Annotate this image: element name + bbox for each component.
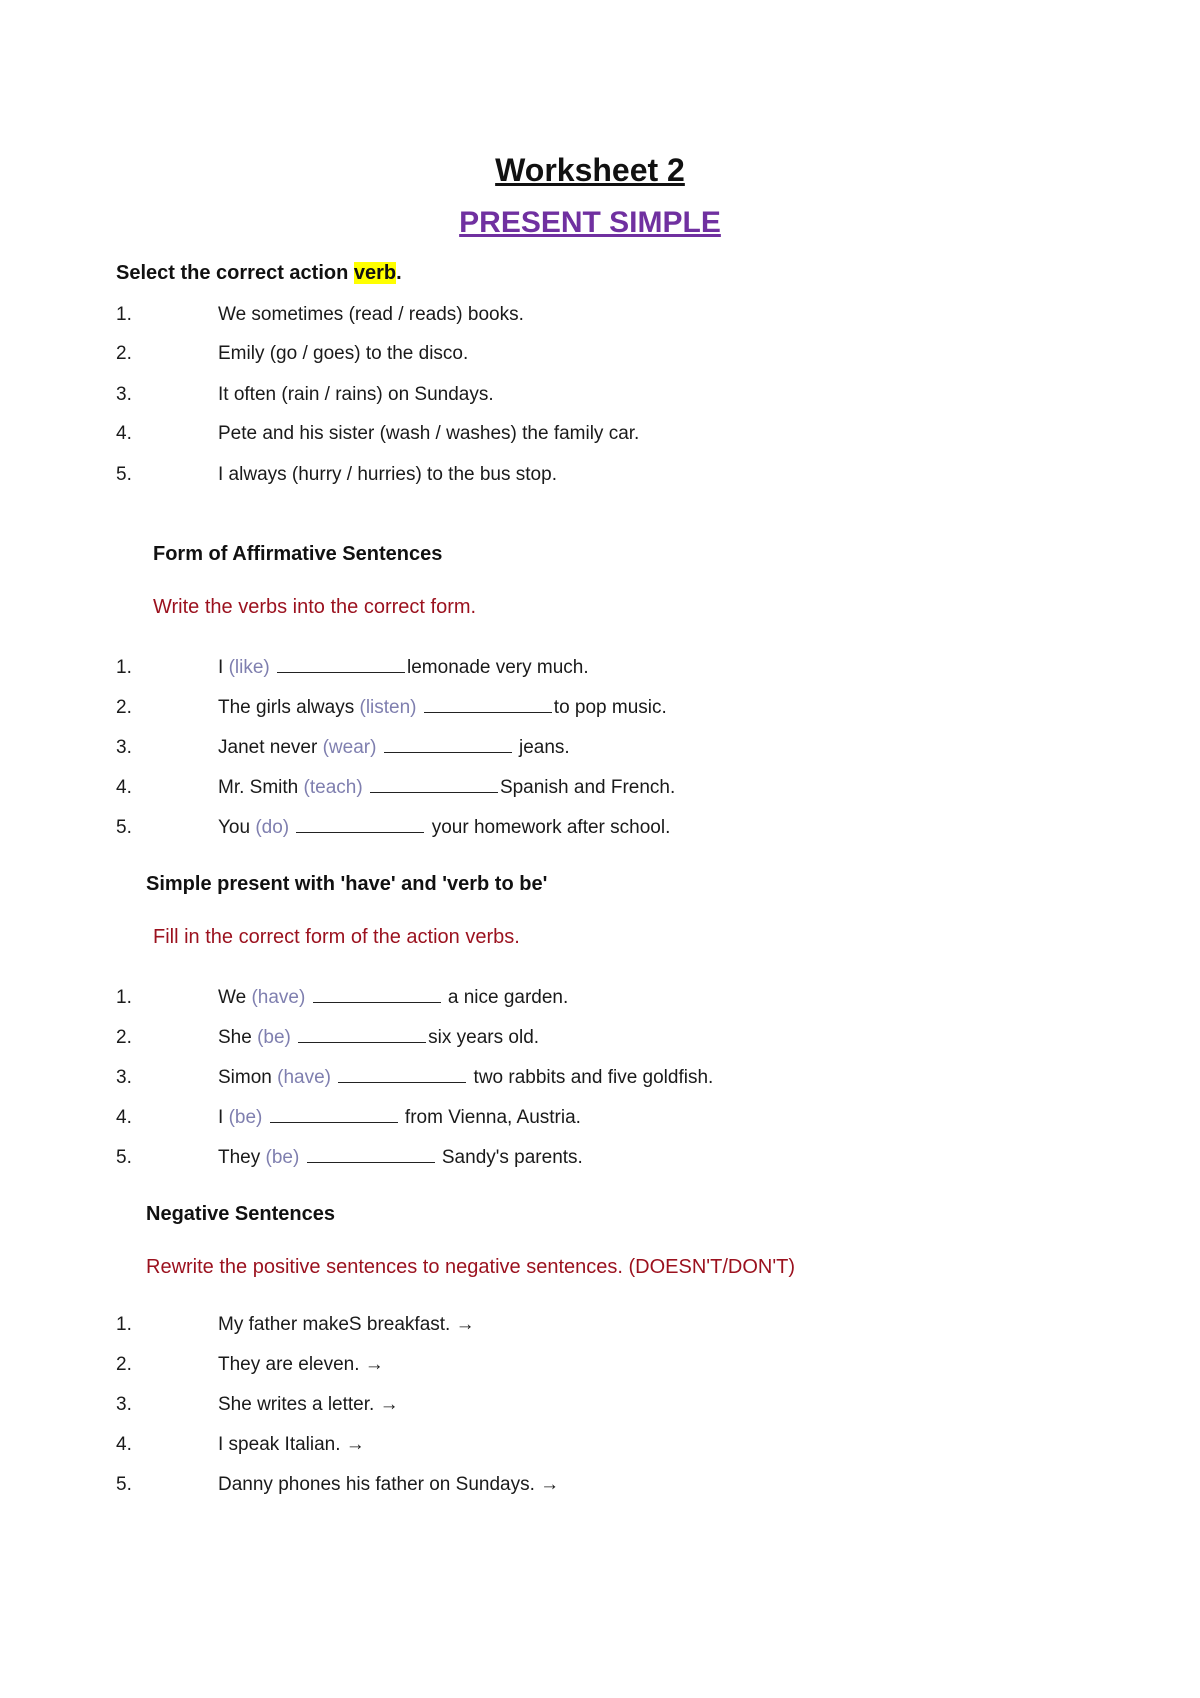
answer-blank[interactable] — [370, 774, 498, 793]
section1-item — [116, 464, 557, 486]
item-text-end: six years old. — [428, 1027, 540, 1048]
section3-item — [116, 984, 568, 1009]
section3-item — [116, 1144, 583, 1169]
item-number: 2. — [116, 697, 132, 718]
item-text-end: your homework after school. — [426, 817, 671, 838]
item-gap — [289, 817, 294, 838]
item-text-end: two rabbits and five goldfish. — [468, 1067, 714, 1088]
item-number: 2. — [116, 343, 132, 364]
item-text: I always (hurry / hurries) to the bus stop. — [218, 464, 557, 485]
verb-hint: (have) — [277, 1067, 331, 1088]
item-text: You — [218, 817, 256, 838]
item-gap — [305, 987, 310, 1008]
section1-item — [116, 304, 524, 326]
section2-item — [116, 774, 675, 799]
section4-heading: Negative Sentences — [146, 1203, 335, 1225]
section1-item — [116, 384, 494, 406]
answer-blank[interactable] — [384, 734, 512, 753]
item-text: They are eleven. → — [218, 1354, 384, 1375]
verb-hint: (wear) — [322, 737, 377, 758]
answer-blank[interactable] — [424, 694, 552, 713]
section4-item — [116, 1354, 384, 1376]
section2-heading: Form of Affirmative Sentences — [153, 543, 443, 565]
answer-blank[interactable] — [277, 654, 405, 673]
item-text: They — [218, 1147, 266, 1168]
section4-item — [116, 1474, 559, 1496]
item-text: It often (rain / rains) on Sundays. — [218, 384, 494, 405]
item-number: 4. — [116, 1107, 132, 1128]
verb-hint: (be) — [228, 1107, 263, 1128]
item-text: Danny phones his father on Sundays. → — [218, 1474, 560, 1495]
item-text: Emily (go / goes) to the disco. — [218, 343, 469, 364]
item-number: 3. — [116, 1067, 132, 1088]
item-text: Janet never — [218, 737, 323, 758]
item-text-end: jeans. — [513, 737, 570, 758]
section3-heading: Simple present with 'have' and 'verb to be' — [146, 873, 548, 895]
item-gap — [270, 657, 275, 678]
verb-hint: (like) — [228, 657, 270, 678]
item-number: 2. — [116, 1354, 132, 1375]
item-number: 4. — [116, 1434, 132, 1455]
section4-item — [116, 1394, 399, 1416]
item-gap — [417, 697, 422, 718]
section3-item — [116, 1104, 581, 1129]
verb-hint: (teach) — [303, 777, 363, 798]
item-text: I — [218, 1107, 229, 1128]
verb-hint: (be) — [265, 1147, 300, 1168]
item-text: I speak Italian. → — [218, 1434, 365, 1455]
item-number: 5. — [116, 464, 132, 485]
item-text-end: to pop music. — [553, 697, 667, 718]
item-text: Simon — [218, 1067, 278, 1088]
item-text-end: Spanish and French. — [499, 777, 676, 798]
item-number: 3. — [116, 1394, 132, 1415]
item-number: 4. — [116, 423, 132, 444]
item-gap — [262, 1107, 267, 1128]
section4-instruction: Rewrite the positive sentences to negative sentences. (DOESN'T/DON'T) — [146, 1256, 796, 1278]
verb-hint: (have) — [251, 987, 306, 1008]
verb-hint: (listen) — [359, 697, 417, 718]
item-number: 2. — [116, 1027, 132, 1048]
item-text: She writes a letter. → — [218, 1394, 399, 1415]
item-number: 3. — [116, 384, 132, 405]
item-number: 4. — [116, 777, 132, 798]
item-text: I — [218, 657, 229, 678]
item-text: My father makeS breakfast. → — [218, 1314, 475, 1335]
item-text-end: from Vienna, Austria. — [399, 1107, 581, 1128]
item-text: Mr. Smith — [218, 777, 304, 798]
item-number: 1. — [116, 657, 132, 678]
verb-hint: (do) — [255, 817, 290, 838]
item-text: She — [218, 1027, 258, 1048]
item-gap — [363, 777, 368, 798]
section1-heading — [116, 262, 402, 285]
answer-blank[interactable] — [338, 1064, 466, 1083]
item-number: 5. — [116, 1147, 132, 1168]
section1-item — [116, 343, 468, 365]
answer-blank[interactable] — [270, 1104, 398, 1123]
item-text-end: lemonade very much. — [407, 657, 589, 678]
section1-item — [116, 423, 639, 445]
answer-blank[interactable] — [298, 1024, 426, 1043]
section1-heading-highlight: verb — [353, 262, 397, 284]
section4-item — [116, 1434, 365, 1456]
item-text-end: a nice garden. — [442, 987, 569, 1008]
section2-item — [116, 694, 667, 719]
item-number: 1. — [116, 1314, 132, 1335]
answer-blank[interactable] — [307, 1144, 435, 1163]
section3-item — [116, 1064, 713, 1089]
item-gap — [331, 1067, 336, 1088]
page-subtitle: PRESENT SIMPLE — [459, 206, 721, 239]
item-gap — [299, 1147, 304, 1168]
section2-item — [116, 734, 570, 759]
item-number: 5. — [116, 817, 132, 838]
section1-heading-end: . — [396, 262, 402, 284]
item-number: 1. — [116, 304, 132, 325]
item-text: Pete and his sister (wash / washes) the family car. — [218, 423, 640, 444]
item-gap — [376, 737, 381, 758]
item-number: 5. — [116, 1474, 132, 1495]
item-number: 3. — [116, 737, 132, 758]
answer-blank[interactable] — [296, 814, 424, 833]
verb-hint: (be) — [257, 1027, 291, 1048]
section3-instruction: Fill in the correct form of the action verbs. — [153, 926, 520, 948]
section2-instruction: Write the verbs into the correct form. — [153, 596, 477, 618]
item-text: We — [218, 987, 252, 1008]
section3-item — [116, 1024, 539, 1049]
section4-item — [116, 1314, 475, 1336]
section2-item — [116, 814, 670, 839]
item-number: 1. — [116, 987, 132, 1008]
page-title: Worksheet 2 — [495, 152, 685, 188]
item-gap — [291, 1027, 296, 1048]
section2-item — [116, 654, 589, 679]
item-text: We sometimes (read / reads) books. — [218, 304, 524, 325]
section1-heading-text: Select the correct action — [116, 262, 354, 284]
answer-blank[interactable] — [313, 984, 441, 1003]
item-text: The girls always — [218, 697, 360, 718]
item-text-end: Sandy's parents. — [436, 1147, 583, 1168]
